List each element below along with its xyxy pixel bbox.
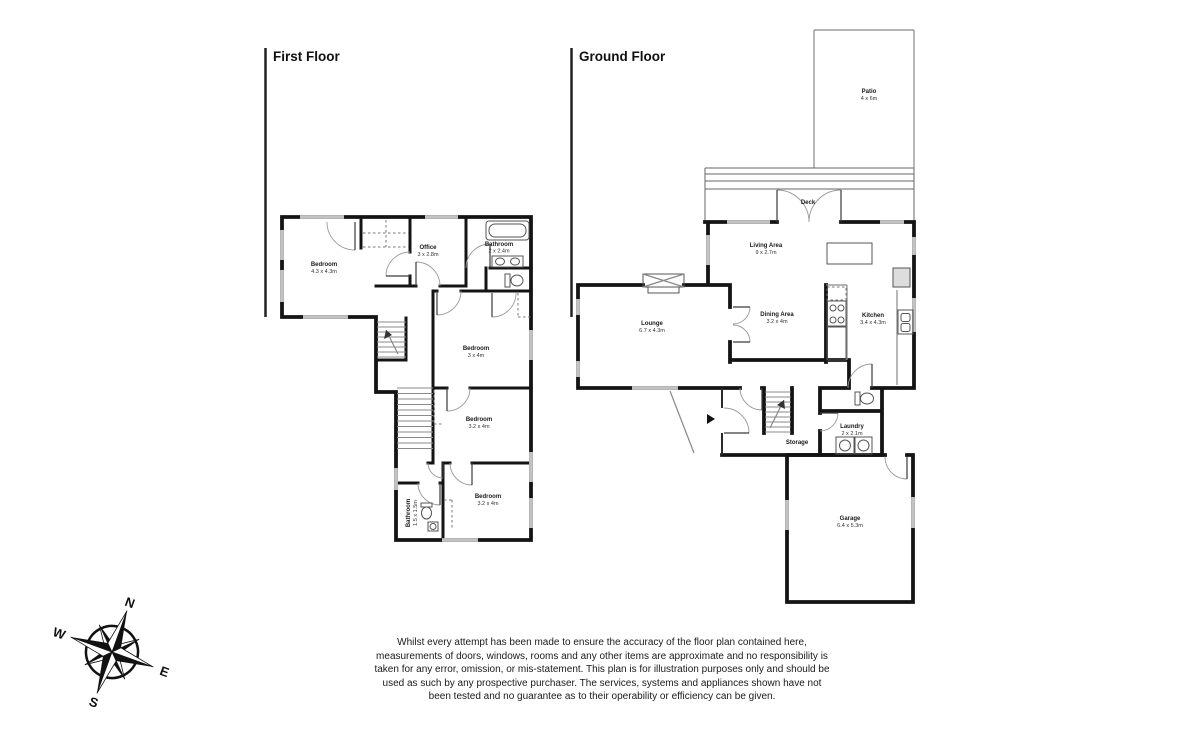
room-label: Storage <box>785 440 809 446</box>
room-label: Patio <box>861 89 877 95</box>
compass-west-label: W <box>50 624 68 643</box>
room-label: Deck <box>800 200 816 206</box>
svg-text:1.5 x 1.5m: 1.5 x 1.5m <box>413 500 419 526</box>
compass-major-points <box>56 596 169 709</box>
room-dims: 3.2 x 4m <box>468 424 490 430</box>
ground-floor-door-arcs <box>724 190 907 479</box>
first-floor-stairs-lower <box>397 388 433 449</box>
ground-floor-exterior-walls <box>578 222 914 455</box>
room-label: Laundry <box>840 424 864 430</box>
room-label: Bedroom <box>462 346 490 352</box>
ground-floor-plan <box>578 30 914 602</box>
compass-south-label: S <box>87 693 101 711</box>
room-dims: 3 x 4m <box>467 353 485 359</box>
room-label: Bedroom <box>474 494 502 500</box>
toilet-icon <box>855 392 874 405</box>
room-label: Living Area <box>749 243 783 249</box>
vanity-sink-icon <box>492 256 523 267</box>
room-dims: 3 x 2.8m <box>417 252 439 258</box>
ground-floor-stairs <box>765 392 791 432</box>
room-dims: 2 x 2.4m <box>488 248 510 255</box>
first-floor-plan <box>282 217 531 540</box>
small-bathroom-fixtures <box>421 503 438 531</box>
ground-floor-room-labels <box>639 89 886 529</box>
toilet-icon <box>505 274 523 287</box>
ground-floor-title: Ground Floor <box>579 49 666 64</box>
room-dims: 9 x 2.7m <box>755 250 777 256</box>
room-label-vertical <box>406 499 419 527</box>
stairs-direction-arrow <box>777 400 785 409</box>
compass-rose <box>33 574 190 730</box>
first-floor-title: First Floor <box>273 49 340 64</box>
room-label: Lounge <box>641 321 663 327</box>
kitchen-island <box>827 243 872 264</box>
svg-text:Bathroom: Bathroom <box>406 498 412 528</box>
first-floor-stairs-upper <box>377 322 406 357</box>
room-label: Bedroom <box>465 417 493 423</box>
stove-icon <box>826 285 847 360</box>
bathtub-icon <box>486 221 529 240</box>
room-dims: 3.2 x 4m <box>766 319 788 325</box>
disclaimer-text: Whilst every attempt has been made to ensure the accuracy of the floor plan contained here, measurements of doors, windows, rooms and any other items are approximate and no responsibility is taken for any error, omission, or mis-statement. This plan is for illustration purposes only and should be used as such by any prospective purchaser. The services, systems and appliances shown have not been tested and no guarantee as to their operability or efficiency can be given. <box>374 637 830 703</box>
kitchen-sink-icon <box>898 310 913 334</box>
room-label: Bedroom <box>310 262 338 268</box>
washer-dryer-icon <box>836 437 872 454</box>
ground-floor-door-leaves <box>724 190 907 479</box>
room-label: Office <box>419 245 437 251</box>
room-dims: 3.2 x 4m <box>477 501 499 507</box>
compass-east-label: E <box>157 663 172 681</box>
first-floor-interior-walls <box>361 217 531 540</box>
room-label: Dining Area <box>760 312 794 318</box>
compass-north-label: N <box>122 594 137 612</box>
room-dims: 4.3 x 4.3m <box>311 269 337 275</box>
room-dims: 3.4 x 4.3m <box>860 320 886 326</box>
room-label: Bathroom <box>484 242 514 248</box>
ground-floor-windows <box>578 222 914 530</box>
room-label: Garage <box>839 516 861 522</box>
room-label: Kitchen <box>861 313 885 319</box>
stairs-direction-arrow <box>384 330 392 339</box>
room-dims: 4 x 6m <box>860 96 878 102</box>
room-dims: 6.7 x 4.3m <box>639 328 665 334</box>
room-dims: 2 x 2.1m <box>841 431 863 437</box>
room-dims: 6.4 x 5.3m <box>837 523 863 529</box>
entry-arrow-icon <box>707 414 715 424</box>
porch-edge-line <box>670 391 694 453</box>
fireplace-icon <box>643 274 684 293</box>
fridge-icon <box>893 268 910 287</box>
